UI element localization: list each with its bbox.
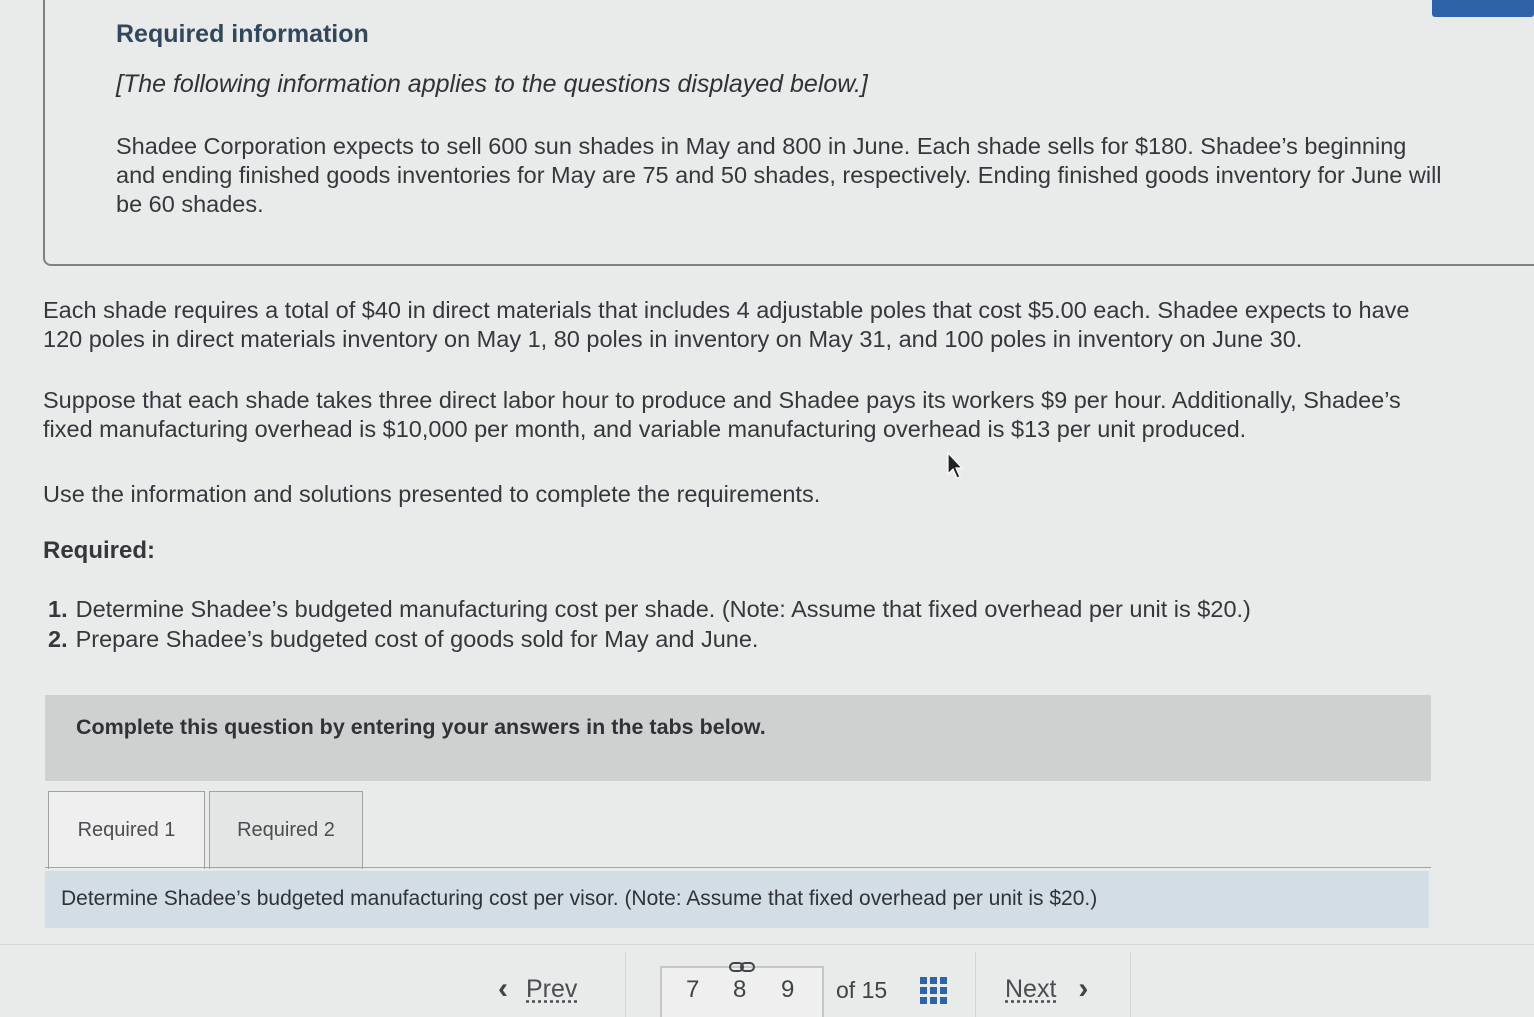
page-8-button[interactable]: 8 [733, 976, 747, 1003]
required-information-title: Required information [116, 20, 369, 48]
tab-required-1[interactable]: Required 1 [48, 791, 205, 869]
mouse-cursor-icon [946, 452, 964, 480]
materials-paragraph [43, 296, 1534, 354]
page-7-button[interactable]: 7 [686, 976, 700, 1003]
instructions-paragraph: Use the information and solutions presented to complete the requirements. [43, 481, 821, 507]
labor-line-1: Suppose that each shade takes three direct labor hour to produce and Shadee pays its workers $9 per hour. Additionally, Shadee’s [43, 387, 1401, 413]
required-information-note: [The following information applies to the questions displayed below.] [116, 70, 868, 98]
nav-separator [975, 952, 976, 1017]
page-9-button[interactable]: 9 [781, 976, 795, 1003]
nav-separator [1130, 952, 1131, 1017]
prev-button[interactable] [498, 974, 577, 1004]
list-item-text: Prepare Shadee’s budgeted cost of goods sold for May and June. [75, 626, 759, 652]
link-icon [728, 960, 756, 974]
required-heading: Required: [43, 537, 156, 564]
list-item [48, 624, 1251, 654]
materials-line-1: Each shade requires a total of $40 in direct materials that includes 4 adjustable poles that cost $5.00 each. Shadee expects to have [43, 297, 1410, 323]
materials-line-2: 120 poles in direct materials inventory on May 1, 80 poles in inventory on May 31, and 100 poles in inventory on June 30. [43, 326, 1303, 352]
page-total: of 15 [836, 977, 888, 1003]
chevron-right-icon: › [1078, 972, 1089, 1005]
list-item-number: 1. [48, 596, 68, 622]
tab-instruction: Determine Shadee’s budgeted manufacturing cost per visor. (Note: Assume that fixed overhead per unit is $20.) [45, 871, 1429, 928]
labor-line-2: fixed manufacturing overhead is $10,000 per month, and variable manufacturing overhead is $13 per unit produced. [43, 416, 1247, 442]
complete-question-banner: Complete this question by entering your answers in the tabs below. [45, 695, 1431, 781]
list-item-text: Determine Shadee’s budgeted manufacturing cost per shade. (Note: Assume that fixed overhead per unit is $20.) [75, 596, 1251, 622]
labor-overhead-paragraph [43, 386, 1534, 444]
chevron-left-icon: ‹ [498, 972, 508, 1005]
tab-required-2[interactable]: Required 2 [209, 791, 363, 869]
grid-icon[interactable] [919, 976, 949, 1006]
footer-divider [0, 944, 1534, 945]
list-item [48, 594, 1251, 624]
next-label: Next [1005, 974, 1057, 1003]
nav-separator [625, 952, 626, 1017]
prev-label: Prev [526, 974, 578, 1003]
list-item-number: 2. [48, 626, 68, 652]
requirements-list [48, 594, 1251, 654]
scenario-intro: Shadee Corporation expects to sell 600 sun shades in May and 800 in June. Each shade sells for $180. Shadee’s beginning and ending finished goods inventories for May are 75 and 50 shades, respectively. Ending finished goods inventory for June will be 60 shades. [116, 133, 1442, 217]
next-button[interactable] [1005, 974, 1088, 1004]
tab-divider [45, 867, 1431, 868]
